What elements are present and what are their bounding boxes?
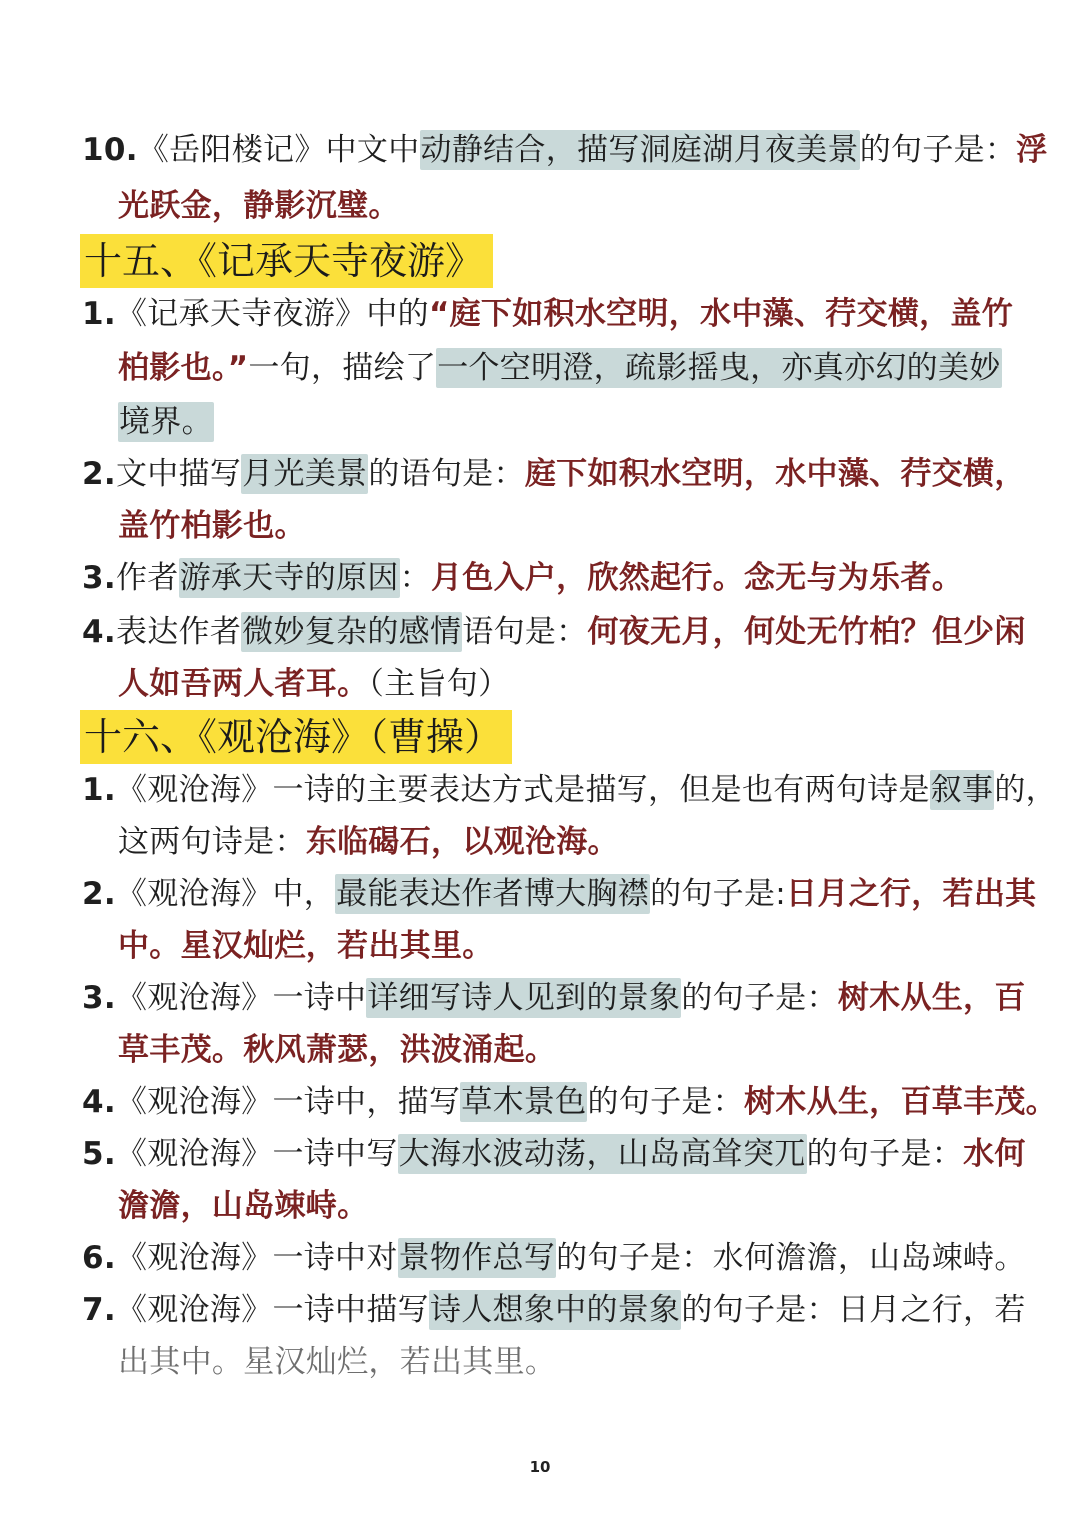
item-10-line-1: 10.《岳阳楼记》中文中动静结合，描写洞庭湖月夜美景的句子是：浮	[82, 132, 1048, 168]
s16-item-2-line-1: 2.《观沧海》中，最能表达作者博大胸襟的句子是:日月之行，若出其	[82, 876, 1037, 912]
highlight: 月光美景	[242, 456, 368, 492]
s15-item-2-line-1: 2.文中描写月光美景的语句是：庭下如积水空明，水中藻、荇交横，	[82, 456, 1026, 492]
s15-item-3-line-1: 3.作者游承天寺的原因：月色入户，欣然起行。念无与为乐者。	[82, 560, 964, 596]
s15-item-1-line-1: 1.《记承天寺夜游》中的“庭下如积水空明，水中藻、荇交横，盖竹	[82, 296, 1014, 332]
highlight: 草木景色	[461, 1084, 587, 1120]
highlight: 微妙复杂的感情	[242, 614, 462, 650]
answer-text: 水何澹澹，山岛竦峙。	[712, 1240, 1026, 1276]
s15-item-2-line-2	[118, 504, 306, 548]
highlight: 大海水波动荡，山岛高耸突兀	[398, 1136, 806, 1172]
answer-text: 树木从生，百草丰茂。	[743, 1084, 1057, 1120]
answer-text: 中。星汉灿烂，若出其里。	[118, 928, 494, 964]
answer-text: 东临碣石，以观沧海。	[305, 824, 619, 860]
highlight: 境界。	[119, 404, 213, 440]
item-10-line-2	[118, 184, 400, 228]
s16-item-2-line-2	[118, 924, 494, 968]
section-heading-16: 十六、《观沧海》（曹操）	[80, 710, 512, 764]
answer-text: 庭下如积水空明，水中藻、荇交横，	[524, 456, 1026, 492]
highlight: 动静结合，描写洞庭湖月夜美景	[420, 132, 859, 168]
answer-text: 澹澹，山岛竦峙。	[118, 1188, 369, 1224]
answer-text: 浮	[1016, 132, 1048, 168]
answer-text: 月色入户，欣然起行。念无与为乐者。	[430, 560, 964, 596]
highlight: 最能表达作者博大胸襟	[336, 876, 650, 912]
s16-item-7-line-1: 7.《观沧海》一诗中描写诗人想象中的景象的句子是：日月之行，若	[82, 1292, 1026, 1328]
s16-item-3-line-2	[118, 1028, 556, 1072]
answer-text: “庭下如积水空明，水中藻、荇交横，盖竹	[428, 296, 1014, 332]
s16-item-3-line-1: 3.《观沧海》一诗中详细写诗人见到的景象的句子是：树木从生，百	[82, 980, 1026, 1016]
answer-text: 出其中。星汉灿烂，若出其里。	[118, 1344, 557, 1380]
s15-item-1-line-2: 柏影也。”一句，描绘了一个空明澄，疏影摇曳，亦真亦幻的美妙	[118, 350, 1001, 386]
answer-text: 人如吾两人者耳。	[118, 666, 369, 702]
s16-item-1-line-1: 1.《观沧海》一诗的主要表达方式是描写，但是也有两句诗是叙事的，	[82, 772, 1057, 808]
answer-text: 日月之行，若	[837, 1292, 1026, 1328]
section-heading-15: 十五、《记承天寺夜游》	[80, 234, 493, 288]
highlight: 叙事	[930, 772, 994, 808]
highlight: 游承天寺的原因	[179, 560, 399, 596]
highlight: 诗人想象中的景象	[429, 1292, 681, 1328]
answer-text: 盖竹柏影也。	[118, 508, 306, 544]
s15-item-4-line-1: 4.表达作者微妙复杂的感情语句是：何夜无月，何处无竹柏？但少闲	[82, 614, 1026, 650]
s16-item-5-line-1: 5.《观沧海》一诗中写大海水波动荡，山岛高耸突兀的句子是：水何	[82, 1136, 1026, 1172]
answer-text: 水何	[963, 1136, 1026, 1172]
answer-text: 柏影也。”	[118, 350, 249, 386]
answer-text: 光跃金，静影沉璧。	[118, 188, 400, 224]
answer-text: 日月之行，若出其	[786, 876, 1037, 912]
answer-text: 草丰茂。秋风萧瑟，洪波涌起。	[118, 1032, 557, 1068]
s16-item-4-line-1: 4.《观沧海》一诗中，描写草木景色的句子是：树木从生，百草丰茂。	[82, 1084, 1057, 1120]
answer-text: 何夜无月，何处无竹柏？但少闲	[587, 614, 1026, 650]
highlight: 一个空明澄，疏影摇曳，亦真亦幻的美妙	[437, 350, 1001, 386]
s15-item-4-line-2: 人如吾两人者耳。（主旨句）	[118, 666, 510, 702]
highlight: 景物作总写	[398, 1240, 556, 1276]
s16-item-7-line-2	[118, 1340, 556, 1384]
s16-item-1-line-2: 这两句诗是：东临碣石，以观沧海。	[118, 824, 619, 860]
page-number: 10	[529, 1458, 551, 1476]
s16-item-6-line-1: 6.《观沧海》一诗中对景物作总写的句子是：水何澹澹，山岛竦峙。	[82, 1240, 1026, 1276]
highlight: 详细写诗人见到的景象	[367, 980, 681, 1016]
s16-item-5-line-2	[118, 1184, 368, 1228]
s15-item-1-line-3	[118, 400, 214, 444]
answer-text: 树木从生，百	[837, 980, 1026, 1016]
